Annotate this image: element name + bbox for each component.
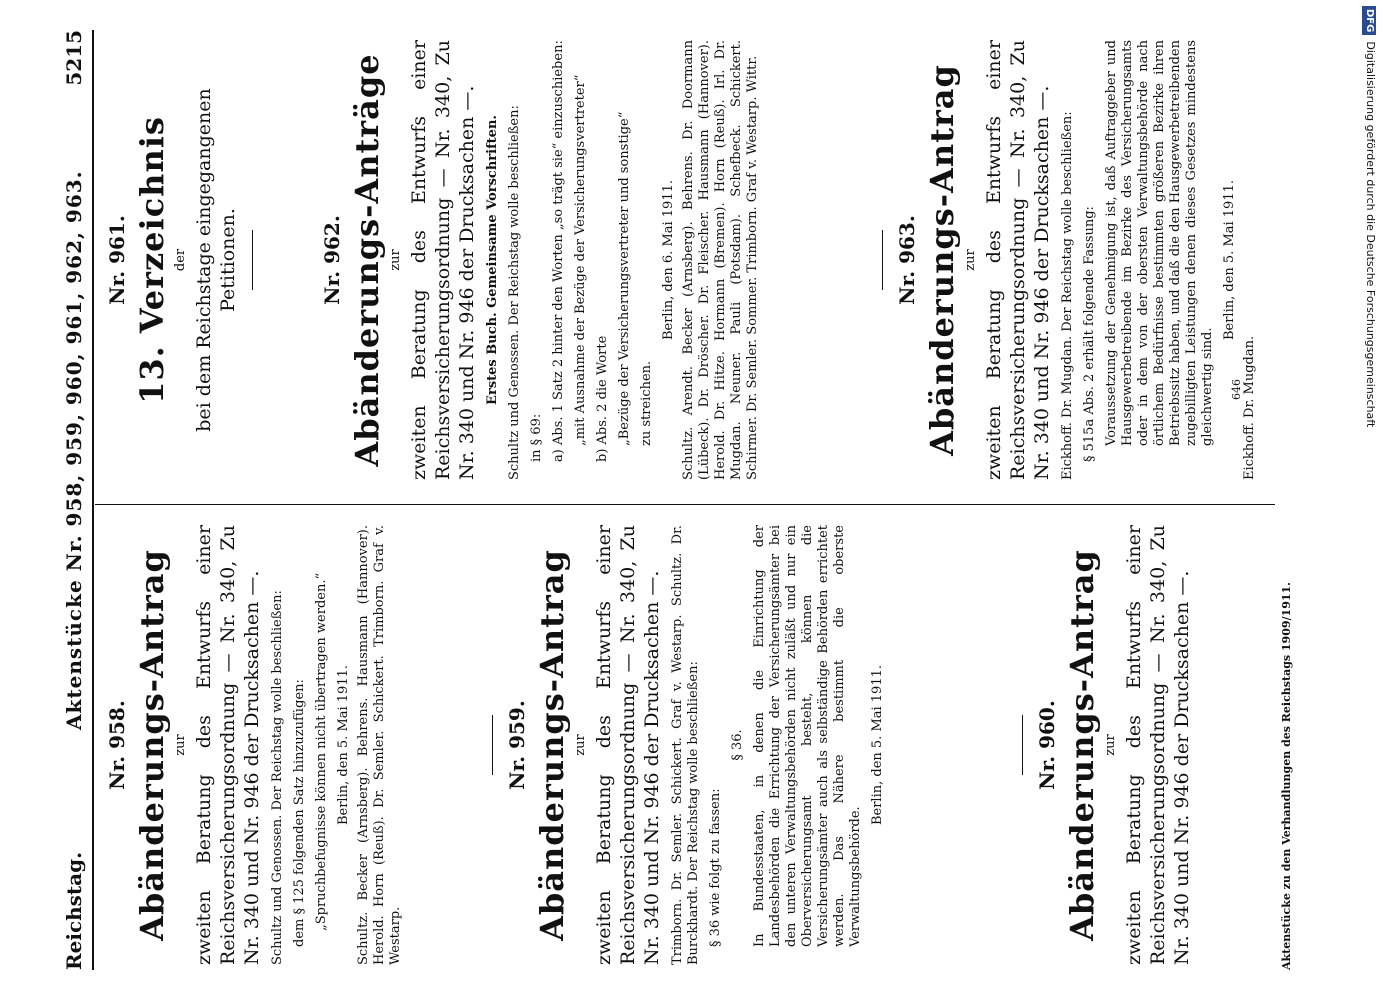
- signatories: Eickhoff. Dr. Mugdan.: [1242, 335, 1257, 480]
- section-title: Abänderungs-Antrag: [1063, 549, 1101, 941]
- paragraph-number: § 36.: [730, 729, 745, 761]
- section-title: 13. Verzeichnis: [133, 116, 171, 404]
- section-962: [320, 40, 761, 480]
- section-zur: zur: [388, 249, 403, 271]
- divider: [492, 715, 493, 775]
- page-header: [60, 30, 94, 970]
- column-divider: [95, 504, 1275, 505]
- dfg-watermark: [1359, 6, 1381, 996]
- section-subtitle: zweiten Beratung des Entwurfs einer Reichsversicherungsordnung — Nr. 340, Zu Nr. 340 und Nr. 946 der Drucksachen —.: [1123, 525, 1193, 965]
- section-subtitle: zweiten Beratung des Entwurfs einer Reichsversicherungsordnung — Nr. 340, Zu Nr. 340 und Nr. 946 der Drucksachen —.: [983, 40, 1053, 480]
- section-number: Nr. 960.: [1035, 700, 1059, 790]
- section-title: Abänderungs-Anträge: [348, 53, 386, 467]
- motion-body: In Bundesstaaten, in denen die Einrichtung der Landesbehörden die Errichtung der Versicherungsämter bei den unteren Verwaltungsbehörden nicht zuläßt und nur ein Oberversicherungsamt besteht, können die Versicherungsämter auch als selbständige Behörden errichtet werden. Das Nähere bestimmt die oberste Verwaltungsbehörde.: [752, 525, 863, 947]
- divider: [1022, 715, 1023, 775]
- section-961: [105, 40, 265, 480]
- section-zur: zur: [573, 734, 588, 756]
- section-963: [870, 40, 1258, 480]
- motion-text: dem § 125 folgenden Satz hinzuzufügen:: [292, 679, 307, 947]
- motion-text: § 515a Abs. 2 erhält folgende Fassung:: [1082, 206, 1097, 462]
- motion-text: § 36 wie folgt zu fassen:: [708, 788, 723, 947]
- section-number: Nr. 958.: [105, 700, 129, 790]
- section-heading: Erstes Buch. Gemeinsame Vorschriften.: [485, 115, 500, 405]
- motion-date: Berlin, den 5. Mai 1911.: [870, 664, 885, 826]
- motion-quote: „Spruchbefugnisse können nicht übertragen werden.“: [314, 572, 329, 931]
- header-middle: Aktenstücke Nr. 958, 959, 960, 961, 962, 963.: [62, 170, 86, 730]
- section-subtitle: zweiten Beratung des Entwurfs einer Reichsversicherungsordnung — Nr. 340, Zu Nr. 340 und Nr. 946 der Drucksachen —.: [408, 40, 478, 480]
- motion-intro: Eickhoff. Dr. Mugdan. Der Reichstag wolle beschließen:: [1060, 111, 1075, 480]
- dfg-logo: DFG: [1362, 6, 1376, 35]
- motion-text: in § 69:: [529, 413, 544, 462]
- section-959: [480, 525, 886, 965]
- section-der: der: [173, 248, 188, 272]
- section-960: [1010, 525, 1194, 965]
- section-zur: zur: [963, 249, 978, 271]
- section-number: Nr. 961.: [105, 215, 129, 305]
- section-zur: zur: [173, 734, 188, 756]
- section-subtitle: zweiten Beratung des Entwurfs einer Reichsversicherungsordnung — Nr. 340, Zu Nr. 340 und Nr. 946 der Drucksachen —.: [193, 525, 263, 965]
- section-number: Nr. 959.: [505, 700, 529, 790]
- dfg-credit: [1359, 6, 1381, 996]
- motion-item-a: a) Abs. 1 Satz 2 hinter den Worten „so trägt sie“ einzuschieben:: [551, 40, 566, 462]
- section-958: [105, 525, 404, 965]
- section-title: Abänderungs-Antrag: [133, 549, 171, 941]
- divider: [882, 230, 883, 290]
- section-title: Abänderungs-Antrag: [533, 549, 571, 941]
- motion-item-b: b) Abs. 2 die Worte: [595, 335, 610, 462]
- header-page-number: 5215: [62, 30, 86, 86]
- section-number: Nr. 962.: [320, 215, 344, 305]
- divider: [252, 230, 253, 290]
- header-left: Reichstag.: [62, 851, 86, 970]
- page-number: 646: [1230, 379, 1243, 400]
- section-subtitle: zweiten Beratung des Entwurfs einer Reichsversicherungsordnung — Nr. 340, Zu Nr. 340 und Nr. 946 der Drucksachen —.: [593, 525, 663, 965]
- motion-body: Voraussetzung der Genehmigung ist, daß Auftraggeber und Hausgewerbetreibende im Bezirke des Versicherungsamts oder in dem von der obersten Verwaltungsbehörde nach örtlichem Bedürfnisse bestimmten größeren Bezirke ihren Betriebssitz haben, und daß die den Hausgewerbetreibenden zugebilligten Leistungen denen dieses Gesetzes mindestens gleichwertig sind.: [1104, 40, 1215, 446]
- motion-item-b-quote: „Bezüge der Versicherungsvertreter und sonstige“: [617, 111, 632, 446]
- section-zur: zur: [1103, 734, 1118, 756]
- motion-item-a-quote: „mit Ausnahme der Bezüge der Versicherungsvertreter“: [573, 74, 588, 446]
- motion-item-b-end: zu streichen.: [639, 360, 654, 446]
- signatories: Schultz. Becker (Arnsberg). Behrens. Hausmann (Hannover). Herold. Horn (Reuß). Dr. Semler. Schickert. Trimborn. Graf v. Westarp.: [356, 525, 403, 965]
- signatories: Schultz. Arendt. Becker (Arnsberg). Behrens. Dr. Doormann (Lübeck). Dr. Dröscher. Dr. Fleischer. Hausmann (Hannover). Herold. Dr. Hitze. Hormann (Bremen). Horn (Reuß). Irl. Dr. Mugdan. Neuner. Pauli (Potsdam). Schefbeck. Schickert. Schirmer. Dr. Semler. Sommer. Trimborn. Graf v. Westarp. Wittr.: [681, 40, 760, 480]
- page-footer: Aktenstücke zu den Verhandlungen des Reichstags 1909/1911.: [1280, 582, 1293, 970]
- dfg-credit-text: Digitalisierung gefördert durch die Deutsche Forschungsgemeinschaft: [1364, 41, 1377, 428]
- motion-intro: Schultz und Genossen. Der Reichstag wolle beschließen:: [507, 105, 522, 480]
- motion-date: Berlin, den 5. Mai 1911.: [1222, 179, 1237, 341]
- motion-date: Berlin, den 6. Mai 1911.: [661, 179, 676, 341]
- section-subtitle: bei dem Reichstage eingegangenen Petitionen.: [193, 88, 239, 432]
- motion-intro: Trimborn. Dr. Semler. Schickert. Graf v. Westarp. Schultz. Dr. Burckhardt. Der Reichstag wolle beschließen:: [670, 525, 701, 965]
- section-number: Nr. 963.: [895, 215, 919, 305]
- motion-date: Berlin, den 5. Mai 1911.: [336, 664, 351, 826]
- section-title: Abänderungs-Antrag: [923, 64, 961, 456]
- motion-intro: Schultz und Genossen. Der Reichstag wolle beschließen:: [270, 590, 285, 965]
